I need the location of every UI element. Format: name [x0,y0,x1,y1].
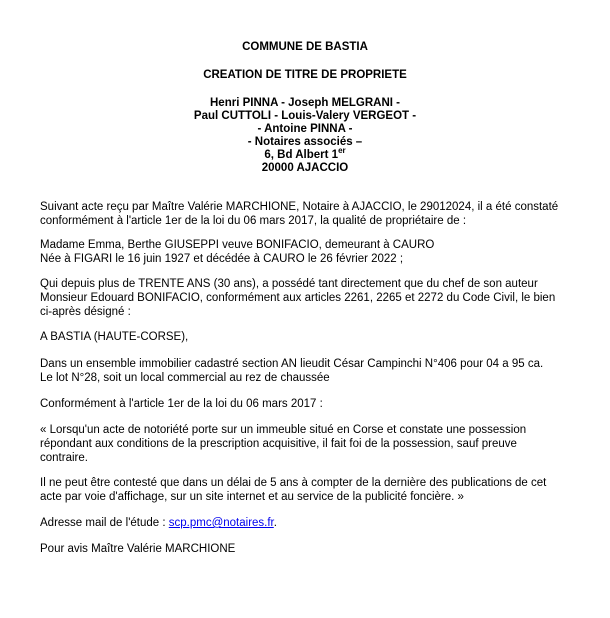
text-line: acte par voie d'affichage, sur un site internet et au service de la publicité foncière. » [40,491,464,503]
paragraph-possession [40,277,580,319]
text-line: contraire. [40,452,88,464]
commune-heading: COMMUNE DE BASTIA [242,41,368,53]
paragraph-location: A BASTIA (HAUTE-CORSE), [40,331,189,343]
signature-line: Pour avis Maître Valérie MARCHIONE [40,543,236,555]
paragraph-law-reference: Conformément à l'article 1er de la loi du 06 mars 2017 : [40,398,323,410]
text-line: Née à FIGARI le 16 juin 1927 et décédée à CAURO le 26 février 2022 ; [40,253,404,265]
paragraph-owner [40,238,580,266]
text-line: répondant aux conditions de la prescription acquisitive, il fait foi de la possession, sauf preuve [40,438,517,450]
text-line: Madame Emma, Berthe GIUSEPPI veuve BONIFACIO, demeurant à CAURO [40,239,435,251]
paragraph-law-quote [40,423,580,465]
paragraph-cadastre [40,357,580,385]
text-line: conformément à l'article 1er de la loi du 06 mars 2017, la qualité de propriétaire de : [40,215,467,227]
text-line: Dans un ensemble immobilier cadastré section AN lieudit César Campinchi N°406 pour 04 a 95 ca. [40,358,544,370]
document-title: CREATION DE TITRE DE PROPRIETE [203,69,407,81]
text-line: Il ne peut être contesté que dans un délai de 5 ans à compter de la dernière des publications de cet [40,477,547,489]
office-address-text: 6, Bd Albert 1 [264,149,339,161]
text-line: Monsieur Edouard BONIFACIO, conformément aux articles 2261, 2265 et 2272 du Code Civil, le bien [40,292,556,304]
office-address-sup: er [338,146,346,156]
paragraph-deed [40,200,580,228]
email-link[interactable]: scp.pmc@notaires.fr [168,517,274,529]
email-line [40,516,580,530]
text-line: « Lorsqu'un acte de notoriété porte sur un immeuble situé en Corse et constate une possession [40,424,527,436]
email-suffix: . [273,517,277,529]
email-label: Adresse mail de l'étude : [40,517,169,529]
office-city: 20000 AJACCIO [261,162,349,174]
text-line: Le lot N°28, soit un local commercial au rez de chaussée [40,372,330,384]
notary-line: - Notaires associés – [247,136,363,148]
text-line: Qui depuis plus de TRENTE ANS (30 ans), a possédé tant directement que du chef de son auteur [40,278,538,290]
office-address [0,148,610,162]
text-line: ci-après désigné : [40,306,131,318]
notary-line: Paul CUTTOLI - Louis-Valery VERGEOT - [193,110,417,122]
notary-line: - Antoine PINNA - [257,123,353,135]
text-line: Suivant acte reçu par Maître Valérie MARCHIONE, Notaire à AJACCIO, le 29012024, il a été constaté [40,201,559,213]
notary-line: Henri PINNA - Joseph MELGRANI - [210,97,400,109]
paragraph-contest [40,476,580,504]
